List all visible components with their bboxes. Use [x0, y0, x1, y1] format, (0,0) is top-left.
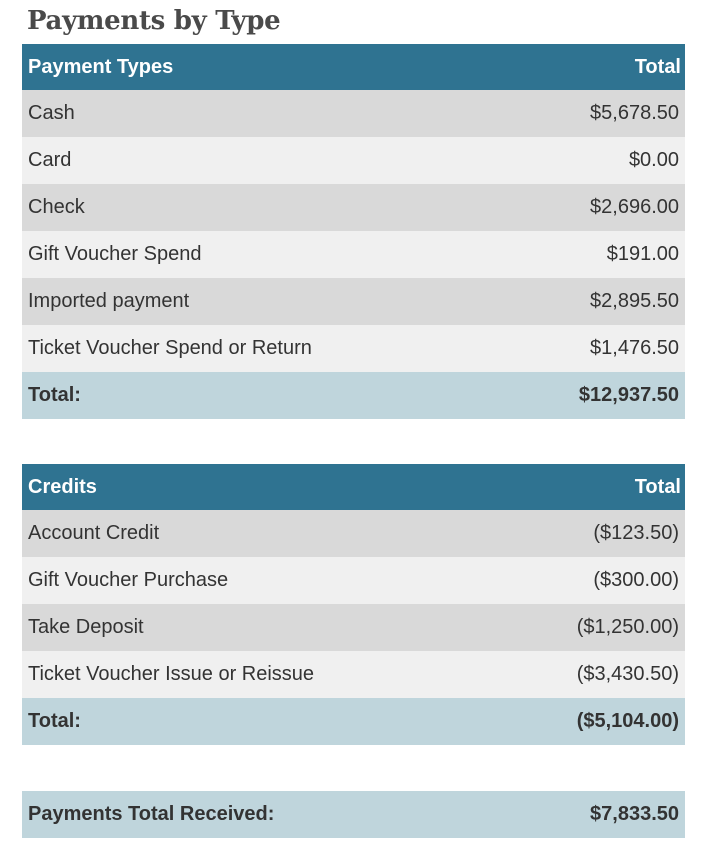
row-label: Account Credit — [22, 510, 482, 557]
table-row — [22, 510, 685, 557]
row-label: Ticket Voucher Spend or Return — [22, 325, 482, 372]
grand-total-row — [22, 791, 685, 838]
row-label: Gift Voucher Purchase — [22, 557, 482, 604]
page-title: Payments by Type — [27, 6, 281, 36]
row-label: Cash — [22, 90, 482, 137]
column-header-credits: Credits — [22, 464, 482, 510]
total-row — [22, 698, 685, 745]
row-amount: $2,895.50 — [482, 278, 685, 325]
table-row — [22, 651, 685, 698]
table-row — [22, 231, 685, 278]
table-row — [22, 557, 685, 604]
row-amount: ($300.00) — [482, 557, 685, 604]
row-amount: $5,678.50 — [482, 90, 685, 137]
row-amount: $1,476.50 — [482, 325, 685, 372]
payments-total-received-table — [22, 791, 685, 838]
table-row — [22, 184, 685, 231]
total-amount: ($5,104.00) — [482, 698, 685, 745]
payment-types-table — [22, 44, 685, 419]
table-row — [22, 604, 685, 651]
row-label: Ticket Voucher Issue or Reissue — [22, 651, 482, 698]
table-row — [22, 278, 685, 325]
total-row — [22, 372, 685, 419]
total-label: Total: — [22, 698, 482, 745]
row-label: Check — [22, 184, 482, 231]
column-header-payment-types: Payment Types — [22, 44, 482, 90]
row-label: Imported payment — [22, 278, 482, 325]
row-label: Gift Voucher Spend — [22, 231, 482, 278]
row-amount: ($123.50) — [482, 510, 685, 557]
row-amount: $191.00 — [482, 231, 685, 278]
table-row — [22, 325, 685, 372]
row-amount: $0.00 — [482, 137, 685, 184]
column-header-total: Total — [482, 44, 685, 90]
row-label: Card — [22, 137, 482, 184]
credits-table — [22, 464, 685, 745]
table-header-row — [22, 464, 685, 510]
total-amount: $12,937.50 — [482, 372, 685, 419]
column-header-total: Total — [482, 464, 685, 510]
grand-total-label: Payments Total Received: — [22, 791, 482, 838]
row-amount: $2,696.00 — [482, 184, 685, 231]
total-label: Total: — [22, 372, 482, 419]
row-amount: ($1,250.00) — [482, 604, 685, 651]
grand-total-amount: $7,833.50 — [482, 791, 685, 838]
table-header-row — [22, 44, 685, 90]
row-amount: ($3,430.50) — [482, 651, 685, 698]
row-label: Take Deposit — [22, 604, 482, 651]
table-row — [22, 90, 685, 137]
table-row — [22, 137, 685, 184]
